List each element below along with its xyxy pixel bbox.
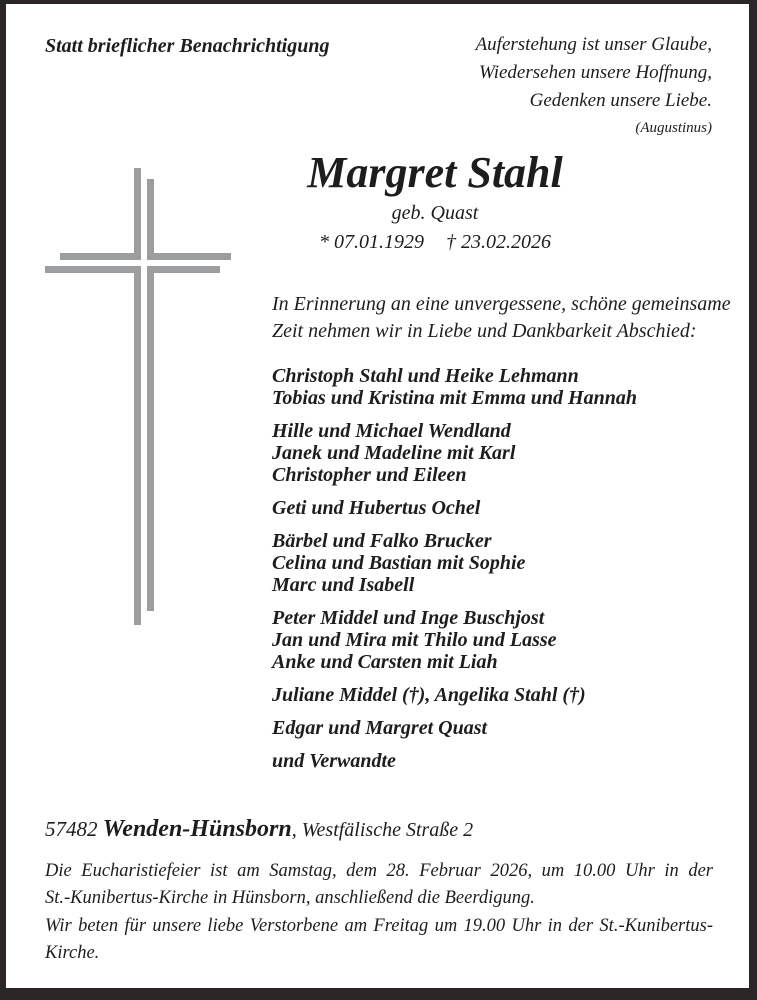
prayer-info [45, 913, 713, 967]
intro-line: In Erinnerung an eine unvergessene, schöne gemeinsame [272, 293, 731, 315]
mourner-group [272, 684, 732, 706]
mourner-line: Edgar und Margret Quast [272, 717, 488, 739]
mourner-group [272, 420, 732, 486]
service-line: Die Eucharistiefeier ist am Samstag, dem 28. Februar 2026, um 10.00 Uhr in der [45, 861, 713, 881]
intro-line: Zeit nehmen wir in Liebe und Dankbarkeit Abschied: [272, 320, 697, 342]
quote-line: Gedenken unsere Liebe. [529, 90, 712, 111]
address-zip: 57482 [45, 817, 98, 841]
mourners-list [272, 365, 732, 783]
mourner-line: Juliane Middel (†), Angelika Stahl (†) [272, 684, 586, 706]
maiden-name: geb. Quast [391, 202, 479, 224]
prayer-line: Kirche. [45, 943, 100, 963]
mourner-line: Hille und Michael Wendland [272, 420, 511, 442]
mourner-line: Anke und Carsten mit Liah [272, 651, 498, 673]
death-date: † 23.02.2026 [446, 231, 551, 253]
mourner-line: Geti und Hubertus Ochel [272, 497, 481, 519]
mourner-group [272, 530, 732, 596]
address-line [45, 813, 715, 846]
intro-text [272, 291, 732, 345]
mourner-group [272, 607, 732, 673]
service-info [45, 858, 713, 912]
mourner-group [272, 717, 732, 739]
deceased-block [160, 148, 710, 254]
mourner-group [272, 365, 732, 409]
birth-date: * 07.01.1929 [319, 231, 424, 253]
condolence-quote [382, 31, 712, 140]
quote-line: Wiedersehen unsere Hoffnung, [478, 62, 712, 83]
mourner-line: Christopher und Eileen [272, 464, 467, 486]
mourner-line: Jan und Mira mit Thilo und Lasse [272, 629, 557, 651]
mourner-line: Tobias und Kristina mit Emma und Hannah [272, 387, 637, 409]
service-line: St.-Kunibertus-Kirche in Hünsborn, anschließend die Beerdigung. [45, 888, 535, 908]
mourner-line: Celina und Bastian mit Sophie [272, 552, 526, 574]
mourner-line: Christoph Stahl und Heike Lehmann [272, 365, 579, 387]
address-street: , Westfälische Straße 2 [291, 819, 474, 841]
mourner-line: Janek und Madeline mit Karl [272, 442, 516, 464]
prayer-line: Wir beten für unsere liebe Verstorbene am Freitag um 19.00 Uhr in der St.-Kunibertus- [45, 916, 713, 936]
mourner-line: Bärbel und Falko Brucker [272, 530, 492, 552]
deceased-name: Margret Stahl [307, 148, 563, 197]
mourner-group [272, 750, 732, 772]
pre-header: Statt brieflicher Benachrichtigung [45, 35, 330, 57]
quote-attribution: (Augustinus) [635, 120, 712, 136]
mourner-group [272, 497, 732, 519]
life-dates [160, 230, 710, 254]
mourner-line: und Verwandte [272, 750, 396, 772]
mourner-line: Marc und Isabell [272, 574, 415, 596]
mourner-line: Peter Middel und Inge Buschjost [272, 607, 545, 629]
quote-line: Auferstehung ist unser Glaube, [475, 34, 712, 55]
address-city: Wenden-Hünsborn [102, 816, 292, 842]
